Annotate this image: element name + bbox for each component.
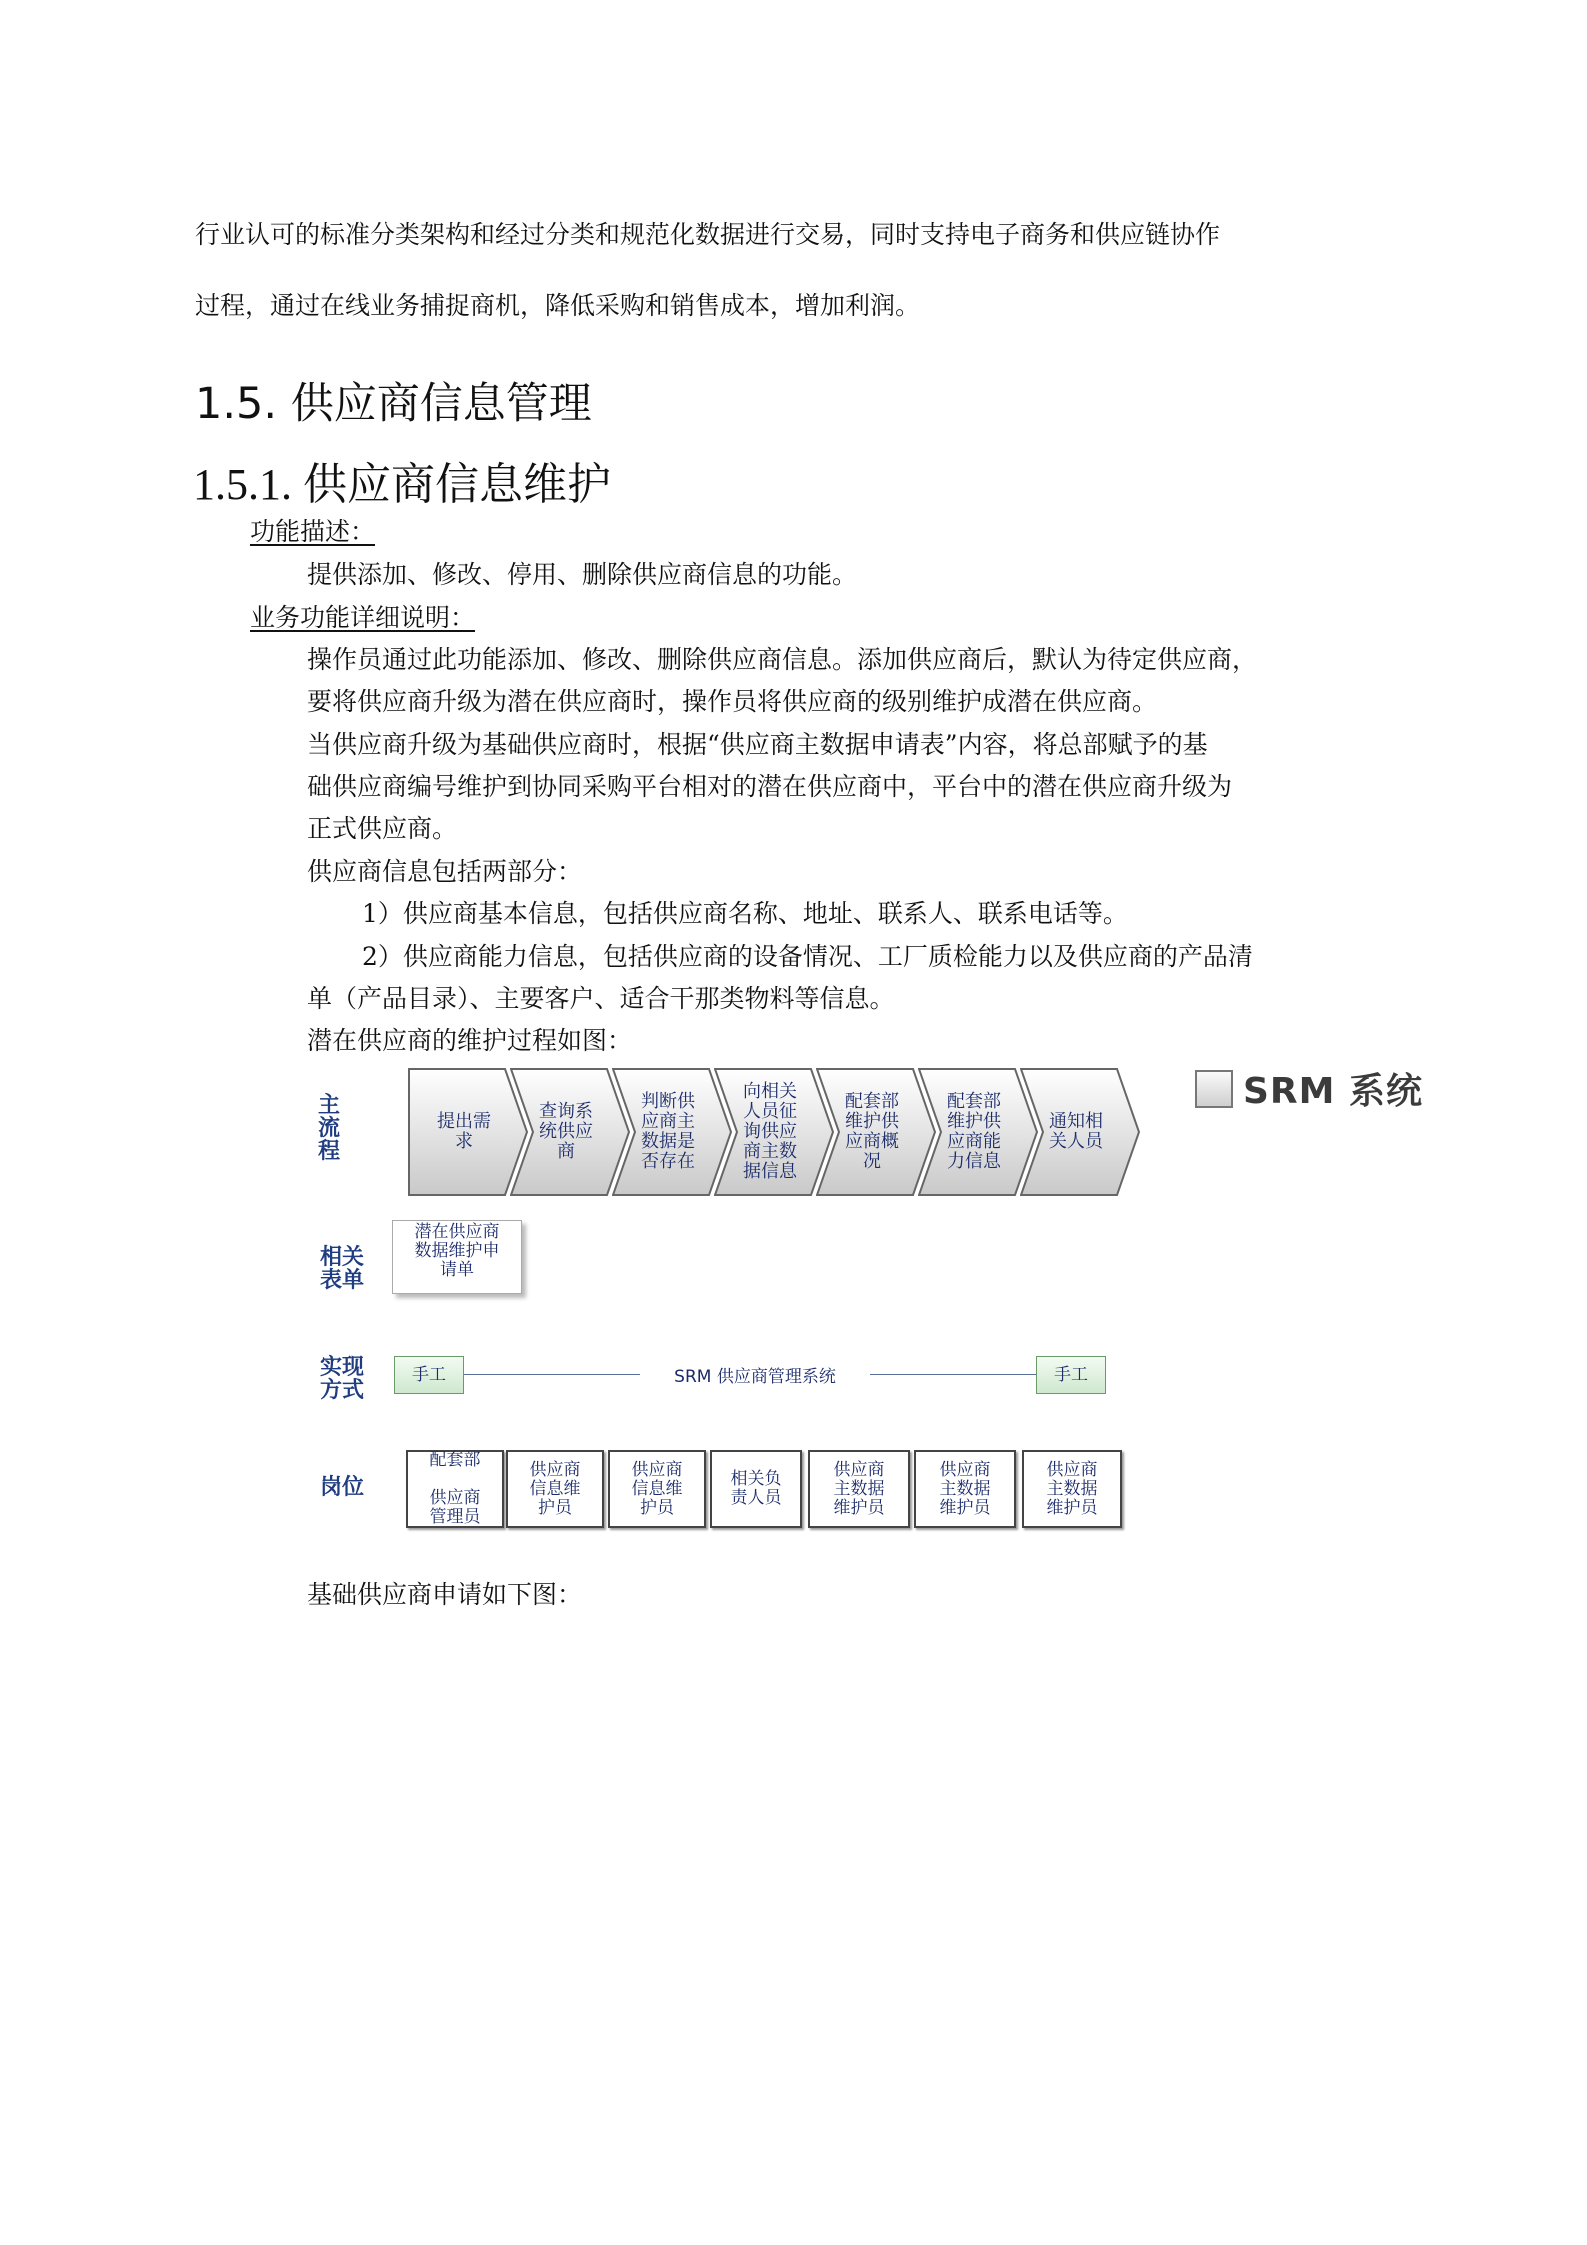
legend <box>1195 1063 1423 1114</box>
row-label-post: 岗位 <box>320 1475 365 1500</box>
post-box: 供应商 信息维 护员 <box>608 1450 706 1528</box>
process-intro: 潜在供应商的维护过程如图： <box>307 1026 633 1055</box>
detail-line: 础供应商编号维护到协同采购平台相对的潜在供应商中，平台中的潜在供应商升级为 <box>307 772 1233 801</box>
flow-step <box>1020 1068 1140 1196</box>
detail-line: 要将供应商升级为潜在供应商时，操作员将供应商的级别维护成潜在供应商。 <box>307 687 1158 716</box>
list-item-1: 1）供应商基本信息，包括供应商名称、地址、联系人、联系电话等。 <box>362 899 1128 928</box>
post-box: 供应商 信息维 护员 <box>506 1450 604 1528</box>
flow-step-label: 提出需 求 <box>437 1111 491 1152</box>
system-label: SRM 供应商管理系统 <box>640 1362 870 1387</box>
post-box: 配套部 供应商 管理员 <box>406 1450 504 1528</box>
section-title: 1.5. 供应商信息管理 <box>195 379 592 429</box>
row-label-implementation: 实现 方式 <box>320 1355 365 1403</box>
flow-step-label: 配套部 维护供 应商概 况 <box>845 1091 899 1172</box>
row-label-main-flow: 主 流 程 <box>318 1093 341 1164</box>
row-label-forms: 相关 表单 <box>320 1245 365 1293</box>
detail-label: 业务功能详细说明： <box>250 603 476 632</box>
detail-line: 当供应商升级为基础供应商时，根据“供应商主数据申请表”内容，将总部赋予的基 <box>307 730 1208 759</box>
post-box: 相关负 责人员 <box>710 1450 802 1528</box>
flow-step-label: 向相关 人员征 询供应 商主数 据信息 <box>743 1081 797 1182</box>
intro-line-2: 过程，通过在线业务捕捉商机，降低采购和销售成本，增加利润。 <box>195 291 921 320</box>
post-box: 供应商 主数据 维护员 <box>808 1450 910 1528</box>
function-text: 提供添加、修改、停用、删除供应商信息的功能。 <box>307 560 858 589</box>
manual-box-right: 手工 <box>1036 1356 1106 1394</box>
legend-label: SRM 系统 <box>1243 1071 1424 1112</box>
related-form: 潜在供应商 数据维护申 请单 <box>392 1220 522 1294</box>
process-diagram <box>300 1058 1440 1538</box>
detail-line: 正式供应商。 <box>307 814 458 843</box>
flow-step-label: 通知相 关人员 <box>1049 1111 1103 1152</box>
flow-step-label: 配套部 维护供 应商能 力信息 <box>947 1091 1001 1172</box>
detail-line: 操作员通过此功能添加、修改、删除供应商信息。添加供应商后，默认为待定供应商， <box>307 645 1258 674</box>
list-item-2-continued: 单（产品目录）、主要客户、适合干那类物料等信息。 <box>307 984 895 1013</box>
flow-step-label: 查询系 统供应 商 <box>539 1101 593 1162</box>
legend-swatch <box>1195 1070 1233 1108</box>
flow-step-label: 判断供 应商主 数据是 否存在 <box>641 1091 695 1172</box>
intro-line-1: 行业认可的标准分类架构和经过分类和规范化数据进行交易，同时支持电子商务和供应链协作 <box>195 220 1221 249</box>
post-box: 供应商 主数据 维护员 <box>1022 1450 1122 1528</box>
function-label: 功能描述： <box>250 517 376 546</box>
subsection-title: 1.5.1. 供应商信息维护 <box>193 460 611 509</box>
list-item-2: 2）供应商能力信息，包括供应商的设备情况、工厂质检能力以及供应商的产品清 <box>362 942 1253 971</box>
manual-box-left: 手工 <box>394 1356 464 1394</box>
post-box: 供应商 主数据 维护员 <box>914 1450 1016 1528</box>
footer-text: 基础供应商申请如下图： <box>307 1580 583 1609</box>
detail-line: 供应商信息包括两部分： <box>307 857 583 886</box>
